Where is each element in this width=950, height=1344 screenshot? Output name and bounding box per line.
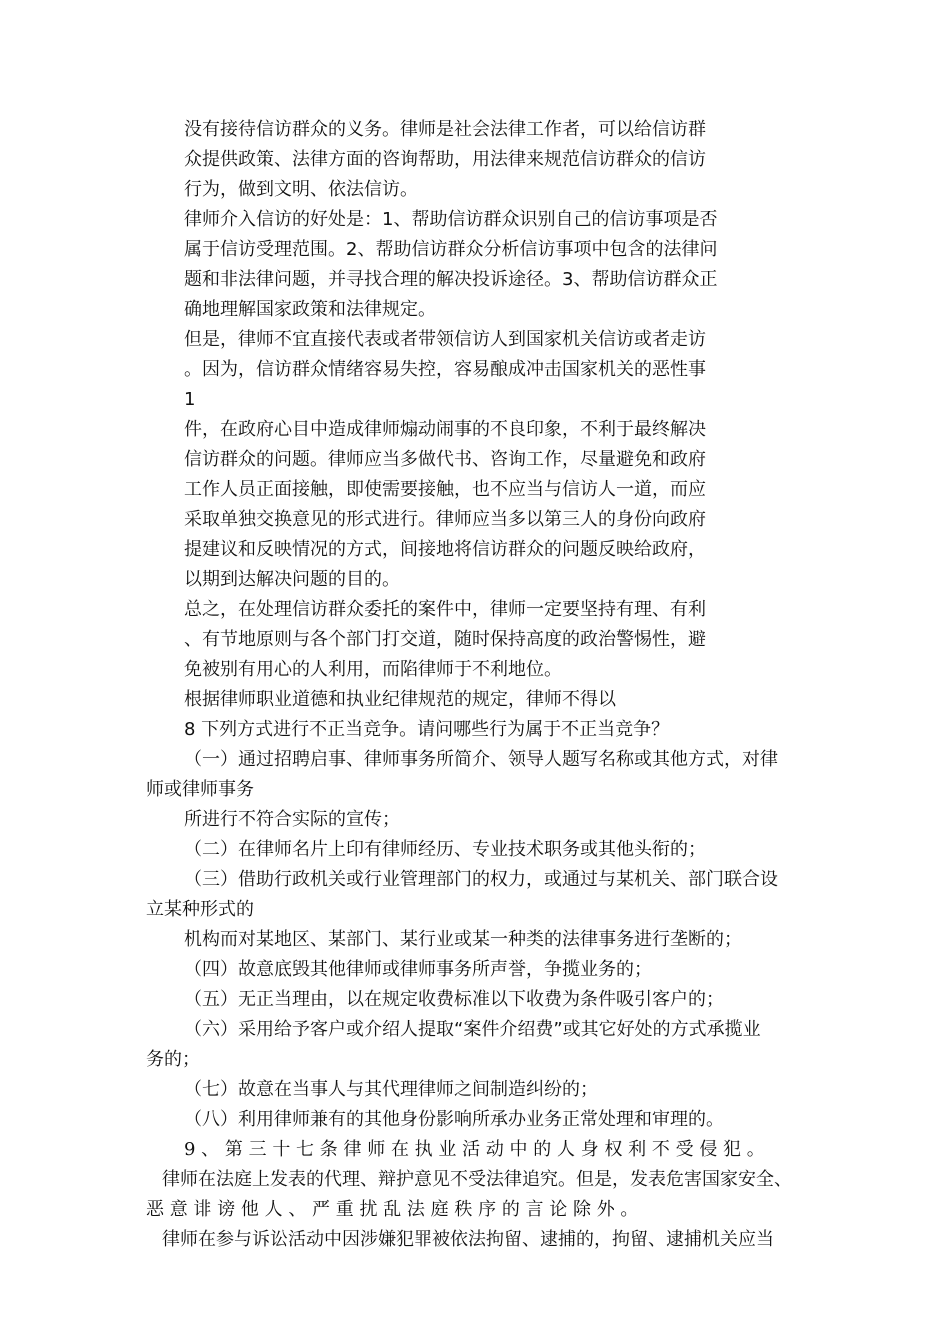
text-line: 恶 意 诽 谤 他 人 、 严 重 扰 乱 法 庭 秩 序 的 言 论 除 外 。 — [146, 1199, 639, 1220]
text-line: 属于信访受理范围。2、帮助信访群众分析信访事项中包含的法律问 — [184, 239, 718, 260]
list-item: （八）利用律师兼有的其他身份影响所承办业务正常处理和审理的。 — [184, 1109, 724, 1130]
list-item: （七）故意在当事人与其代理律师之间制造纠纷的； — [184, 1079, 598, 1100]
text-line: 、有节地原则与各个部门打交道，随时保持高度的政治警惕性，避 — [184, 629, 706, 650]
text-line: 题和非法律问题，并寻找合理的解决投诉途径。3、帮助信访群众正 — [184, 269, 718, 290]
text-line: 务的； — [146, 1049, 200, 1070]
text-line: 众提供政策、法律方面的咨询帮助，用法律来规范信访群众的信访 — [184, 149, 706, 170]
list-item: （二）在律师名片上印有律师经历、专业技术职务或其他头衔的； — [184, 839, 706, 860]
text-line: 信访群众的问题。律师应当多做代书、咨询工作，尽量避免和政府 — [184, 449, 706, 470]
text-line: 律师在法庭上发表的代理、辩护意见不受法律追究。但是，发表危害国家安全、 — [162, 1169, 792, 1190]
text-line: 免被别有用心的人利用，而陷律师于不利地位。 — [184, 659, 562, 680]
text-line: 确地理解国家政策和法律规定。 — [184, 299, 436, 320]
text-line: 师或律师事务 — [146, 779, 254, 800]
text-line: 根据律师职业道德和执业纪律规范的规定，律师不得以 — [184, 689, 616, 710]
list-item: （四）故意底毁其他律师或律师事务所声誉，争揽业务的； — [184, 959, 652, 980]
list-item: （五）无正当理由，以在规定收费标准以下收费为条件吸引客户的； — [184, 989, 724, 1010]
text-line: 提建议和反映情况的方式，间接地将信访群众的问题反映给政府， — [184, 539, 706, 560]
text-line: 以期到达解决问题的目的。 — [184, 569, 400, 590]
footnote-number: 1 — [184, 389, 196, 410]
question-line: 8 下列方式进行不正当竞争。请问哪些行为属于不正当竞争？ — [184, 719, 670, 740]
article-heading: 9 、 第 三 十 七 条 律 师 在 执 业 活 动 中 的 人 身 权 利 不 受 侵 犯 。 — [184, 1139, 765, 1160]
text-line: 。因为，信访群众情绪容易失控，容易酿成冲击国家机关的恶性事 — [184, 359, 706, 380]
text-line: 机构而对某地区、某部门、某行业或某一种类的法律事务进行垄断的； — [184, 929, 742, 950]
text-line: 件，在政府心目中造成律师煽动闹事的不良印象，不利于最终解决 — [184, 419, 706, 440]
text-line: 总之，在处理信访群众委托的案件中，律师一定要坚持有理、有利 — [184, 599, 706, 620]
text-line: 采取单独交换意见的形式进行。律师应当多以第三人的身份向政府 — [184, 509, 706, 530]
text-line: 但是，律师不宜直接代表或者带领信访人到国家机关信访或者走访 — [184, 329, 706, 350]
list-item: （一）通过招聘启事、律师事务所简介、领导人题写名称或其他方式，对律 — [184, 749, 778, 770]
list-item: （三）借助行政机关或行业管理部门的权力，或通过与某机关、部门联合设 — [184, 869, 778, 890]
text-line: 律师在参与诉讼活动中因涉嫌犯罪被依法拘留、逮捕的，拘留、逮捕机关应当 — [162, 1229, 774, 1250]
text-line: 立某种形式的 — [146, 899, 254, 920]
list-item: （六）采用给予客户或介绍人提取“案件介绍费”或其它好处的方式承揽业 — [184, 1019, 761, 1040]
text-line: 律师介入信访的好处是：1、帮助信访群众识别自己的信访事项是否 — [184, 209, 718, 230]
text-line: 所进行不符合实际的宣传； — [184, 809, 400, 830]
text-line: 没有接待信访群众的义务。律师是社会法律工作者，可以给信访群 — [184, 119, 706, 140]
text-line: 行为，做到文明、依法信访。 — [184, 179, 418, 200]
text-line: 工作人员正面接触，即使需要接触，也不应当与信访人一道，而应 — [184, 479, 706, 500]
